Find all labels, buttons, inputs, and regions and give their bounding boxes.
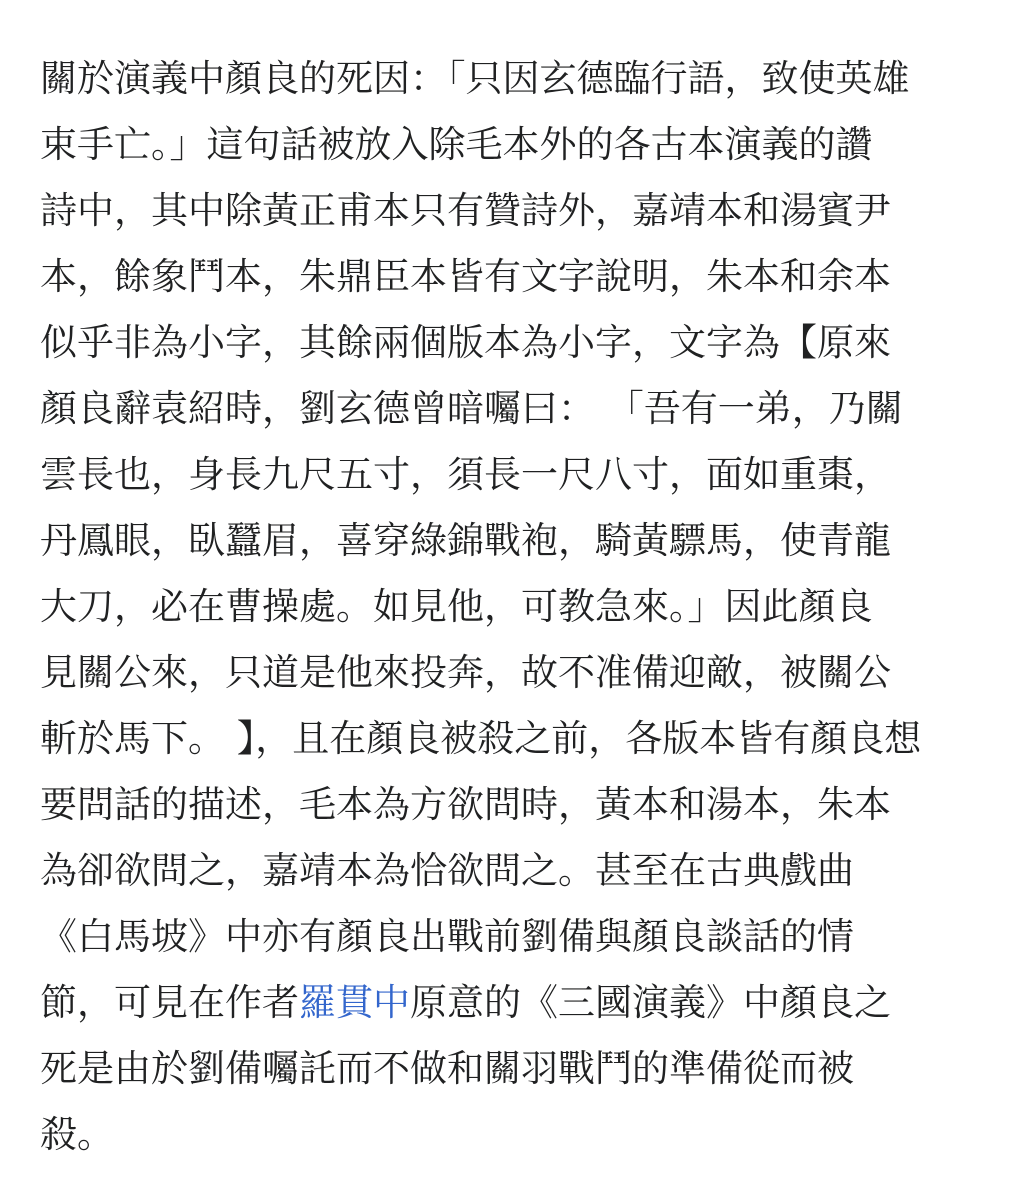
text-line: 《白馬坡》中亦有顏良出戰前劉備與顏良談話的情 (40, 915, 854, 958)
article-body (40, 46, 1000, 1168)
text-line: 丹鳳眼，臥蠶眉，喜穿綠錦戰袍，騎黃驃馬，使青龍 (40, 519, 891, 562)
text-line: 見關公來，只道是他來投奔，故不准備迎敵，被關公 (40, 651, 891, 694)
text-line: 死是由於劉備囑託而不做和關羽戰鬥的準備從而被 (40, 1047, 854, 1090)
text-line: 顏良辭袁紹時，劉玄德曾暗囑曰： 「吾有一弟，乃關 (40, 387, 903, 430)
text-line: 本，餘象鬥本，朱鼎臣本皆有文字說明，朱本和余本 (40, 255, 891, 298)
text-line: 為卻欲問之，嘉靖本為恰欲問之。甚至在古典戲曲 (40, 849, 854, 892)
text-line: 雲長也，身長九尺五寸，須長一尺八寸，面如重棗， (40, 453, 891, 496)
text-line: 大刀，必在曹操處。如見他，可教急來。」因此顏良 (40, 585, 873, 628)
text-line: 詩中，其中除黃正甫本只有贊詩外，嘉靖本和湯賓尹 (40, 189, 891, 232)
text-line: 殺。 (40, 1113, 114, 1156)
text-line-with-link (40, 970, 1000, 1036)
text-line: 似乎非為小字，其餘兩個版本為小字，文字為【原來 (40, 321, 891, 364)
text-line: 要問話的描述，毛本為方欲問時，黃本和湯本，朱本 (40, 783, 891, 826)
text-line: 束手亡。」這句話被放入除毛本外的各古本演義的讚 (40, 123, 873, 166)
text-line: 關於演義中顏良的死因：「只因玄德臨行語，致使英雄 (40, 57, 910, 100)
text-line: 斬於馬下。 】，且在顏良被殺之前，各版本皆有顏良想 (40, 717, 922, 760)
text-segment: 原意的《三國演義》中顏良之 (410, 981, 891, 1024)
author-link-luo-guanzhong[interactable]: 羅貫中 (299, 981, 410, 1024)
text-segment: 節，可見在作者 (40, 981, 299, 1024)
